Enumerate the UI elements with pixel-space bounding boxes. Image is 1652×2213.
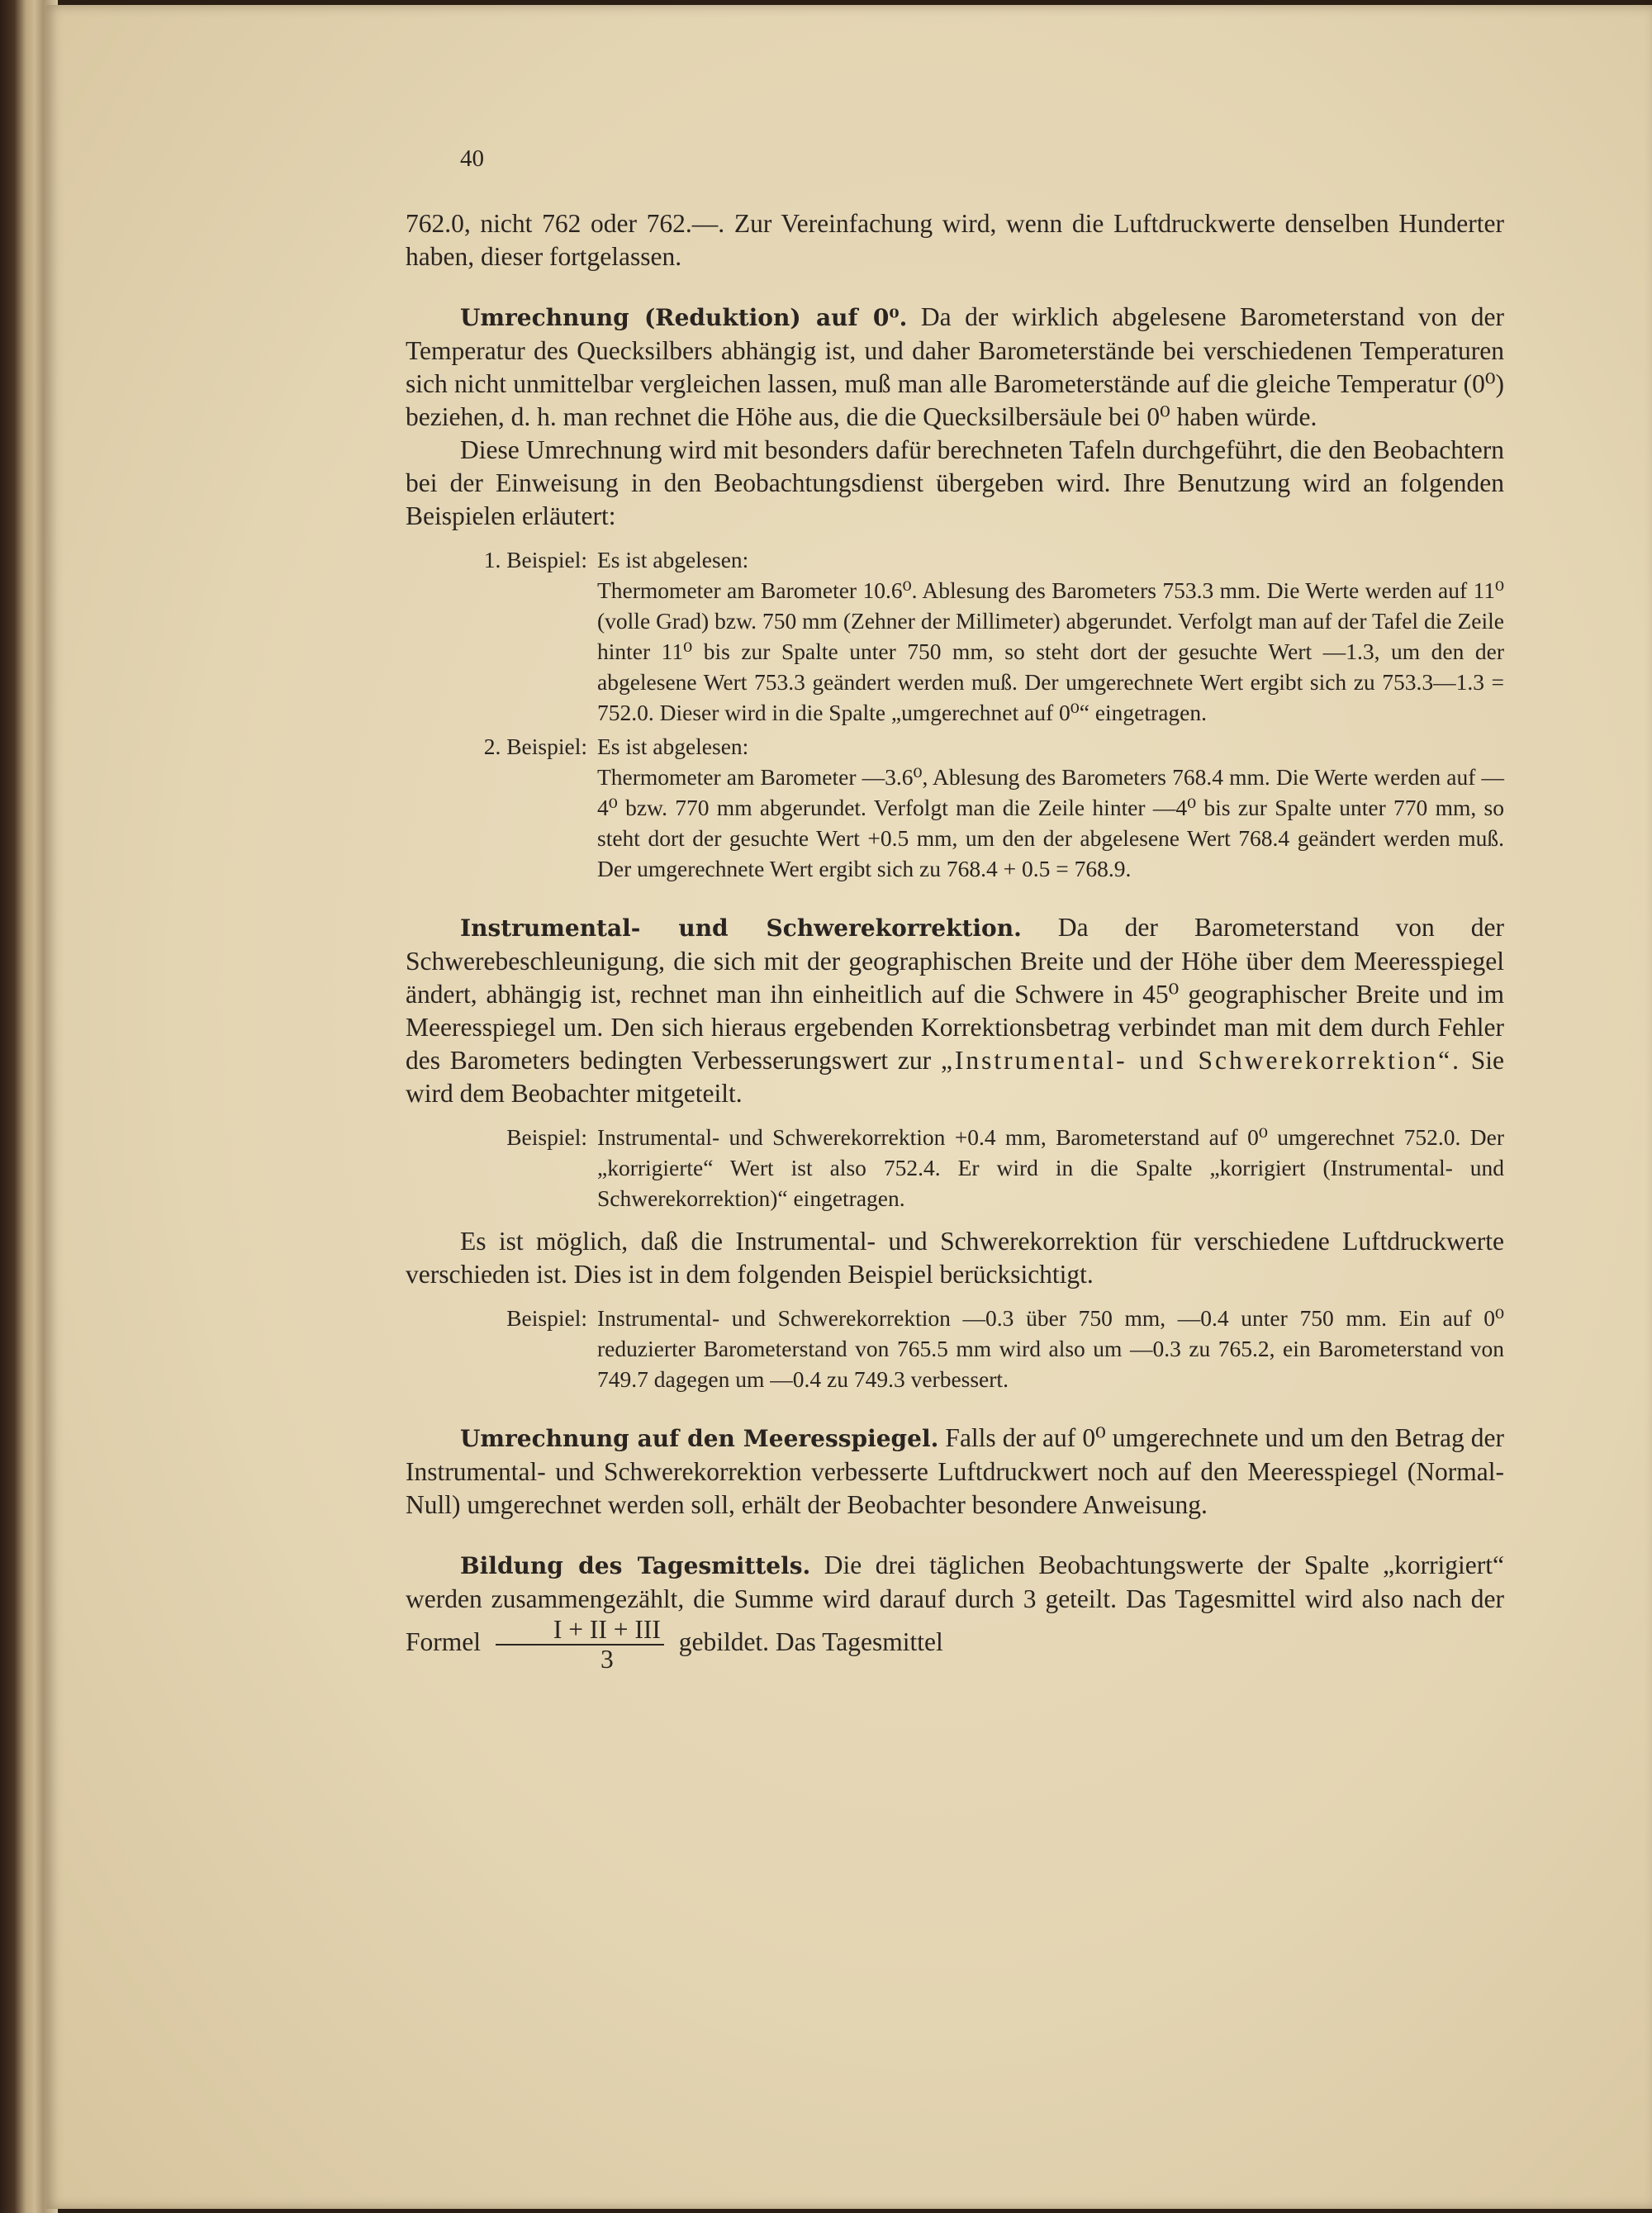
example-1 (406, 544, 1504, 728)
heading-schwerekorrektion: Instrumental- und Schwerekorrektion. (460, 914, 1022, 942)
example-4-body: Instrumental- und Schwerekorrektion —0.3 über 750 mm, —0.4 unter 750 mm. Ein auf 0⁰ reduzierter Barometerstand von 765.5 mm wird also um —0.3 zu 765.2, ein Barometerstand von 749.7 dagegen um —0.4 zu 749.3 verbessert. (597, 1305, 1504, 1392)
intro-paragraph: 762.0, nicht 762 oder 762.—. Zur Vereinfachung wird, wenn die Luftdruckwerte denselben Hunderter haben, dieser fortgelassen. (406, 209, 1504, 271)
example-3-body: Instrumental- und Schwerekorrektion +0.4 mm, Barometerstand auf 0⁰ umgerechnet 752.0. Der „korrigierte“ Wert ist also 752.4. Er wird in die Spalte „korrigiert (Instrumental- und Schwerekorrektion)“ eingetragen. (597, 1124, 1504, 1211)
example-1-body: Thermometer am Barometer 10.6⁰. Ablesung des Barometers 753.3 mm. Die Werte werden auf 11⁰ (volle Grad) bzw. 750 mm (Zehner der Millimeter) abgerundet. Verfolgt man auf der Tafel die Zeile hinter 11⁰ bis zur Spalte unter 750 mm, so steht dort der gesuchte Wert —1.3, um den der abgelesene Wert 753.3 geändert werden muß. Der umgerechnete Wert ergibt sich zu 753.3—1.3 = 752.0. Dieser wird in die Spalte „umgerechnet auf 0⁰“ eingetragen. (597, 577, 1504, 725)
example-2-body: Thermometer am Barometer —3.6⁰, Ablesung des Barometers 768.4 mm. Die Werte werden auf —4⁰ bzw. 770 mm abgerundet. Verfolgt man die Zeile hinter —4⁰ bis zur Spalte unter 770 mm, so steht dort der gesuchte Wert +0.5 mm, um den der abgelesene Wert 768.4 geändert werden muß. Der umgerechnete Wert ergibt sich zu 768.4 + 0.5 = 768.9. (597, 764, 1504, 881)
paragraph-moeglich: Es ist möglich, daß die Instrumental- und Schwerekorrektion für verschiedene Luftdruckwerte verschieden ist. Dies ist in dem folgenden Beispiel berücksichtigt. (406, 1227, 1504, 1289)
page-content (406, 145, 1504, 1674)
tagesmittel-formula (496, 1616, 664, 1674)
example-1-first-line: Es ist abgelesen: (597, 547, 749, 572)
section-tagesmittel (406, 1549, 1504, 1674)
schwerekorrektion-text-b: Sie wird dem Beobachter mitgeteilt. (406, 1046, 1505, 1108)
heading-meeresspiegel: Umrechnung auf den Meeresspiegel. (460, 1425, 939, 1452)
example-2 (406, 731, 1504, 884)
tagesmittel-text-a: Die drei täglichen Beobachtungswerte der Spalte „korrigiert“ werden zusammengezählt, die Summe wird darauf durch 3 geteilt. Das Tagesmittel wird also nach der Formel (406, 1551, 1505, 1657)
section-reduktion (406, 301, 1504, 434)
example-4 (406, 1303, 1504, 1394)
example-2-first-line: Es ist abgelesen: (597, 734, 749, 759)
book-page (46, 5, 1652, 2209)
formula-numerator: I + II + III (496, 1616, 664, 1646)
schwerekorrektion-spaced-term: „Instrumental- und Schwerekorrektion“. (940, 1046, 1461, 1075)
formula-denominator: 3 (600, 1645, 614, 1674)
section-schwerekorrektion (406, 911, 1504, 1110)
example-3 (406, 1122, 1504, 1213)
meeresspiegel-text: Falls der auf 0⁰ umgerechnete und um den Betrag der Instrumental- und Schwerekorrektion verbesserte Luftdruckwert noch auf den Meeresspiegel (Normal-Null) umgerechnet werden soll, erhält der Beobachter besondere Anweisung. (406, 1423, 1505, 1519)
page-number: 40 (460, 145, 484, 172)
heading-reduktion: Umrechnung (Reduktion) auf 0⁰. (460, 304, 908, 331)
example-2-label: 2. Beispiel: (483, 734, 587, 759)
example-1-label: 1. Beispiel: (483, 547, 587, 572)
example-4-label: Beispiel: (506, 1305, 587, 1331)
example-3-label: Beispiel: (506, 1124, 587, 1150)
reduktion-paragraph-2: Diese Umrechnung wird mit besonders dafür berechneten Tafeln durchgeführt, die den Beobachtern bei der Einweisung in den Beobachtungsdienst übergeben wird. Ihre Benutzung wird an folgenden Beispielen erläutert: (406, 435, 1504, 530)
reduktion-text: Da der wirklich abgelesene Barometerstand von der Temperatur des Quecksilbers abhängig ist, und daher Barometerstände bei verschiedenen Temperaturen sich nicht unmittelbar vergleichen lassen, muß man alle Barometerstände auf die gleiche Temperatur (0⁰) beziehen, d. h. man rechnet die Höhe aus, die die Quecksilbersäule bei 0⁰ haben würde. (406, 302, 1504, 431)
schwerekorrektion-text-a: Da der Barometerstand von der Schwerebeschleunigung, die sich mit der geographischen Breite und der Höhe über dem Meeresspiegel ändert, abhängig ist, rechnet man ihn einheitlich auf die Schwere in 45⁰ geographischer Breite und im Meeresspiegel um. Den sich hieraus ergebenden Korrektionsbetrag verbindet man mit dem durch Fehler des Barometers bedingten Verbesserungswert zur (406, 913, 1504, 1075)
heading-tagesmittel: Bildung des Tagesmittels. (460, 1552, 811, 1579)
section-meeresspiegel (406, 1422, 1504, 1522)
tagesmittel-text-b: gebildet. Das Tagesmittel (678, 1627, 943, 1657)
